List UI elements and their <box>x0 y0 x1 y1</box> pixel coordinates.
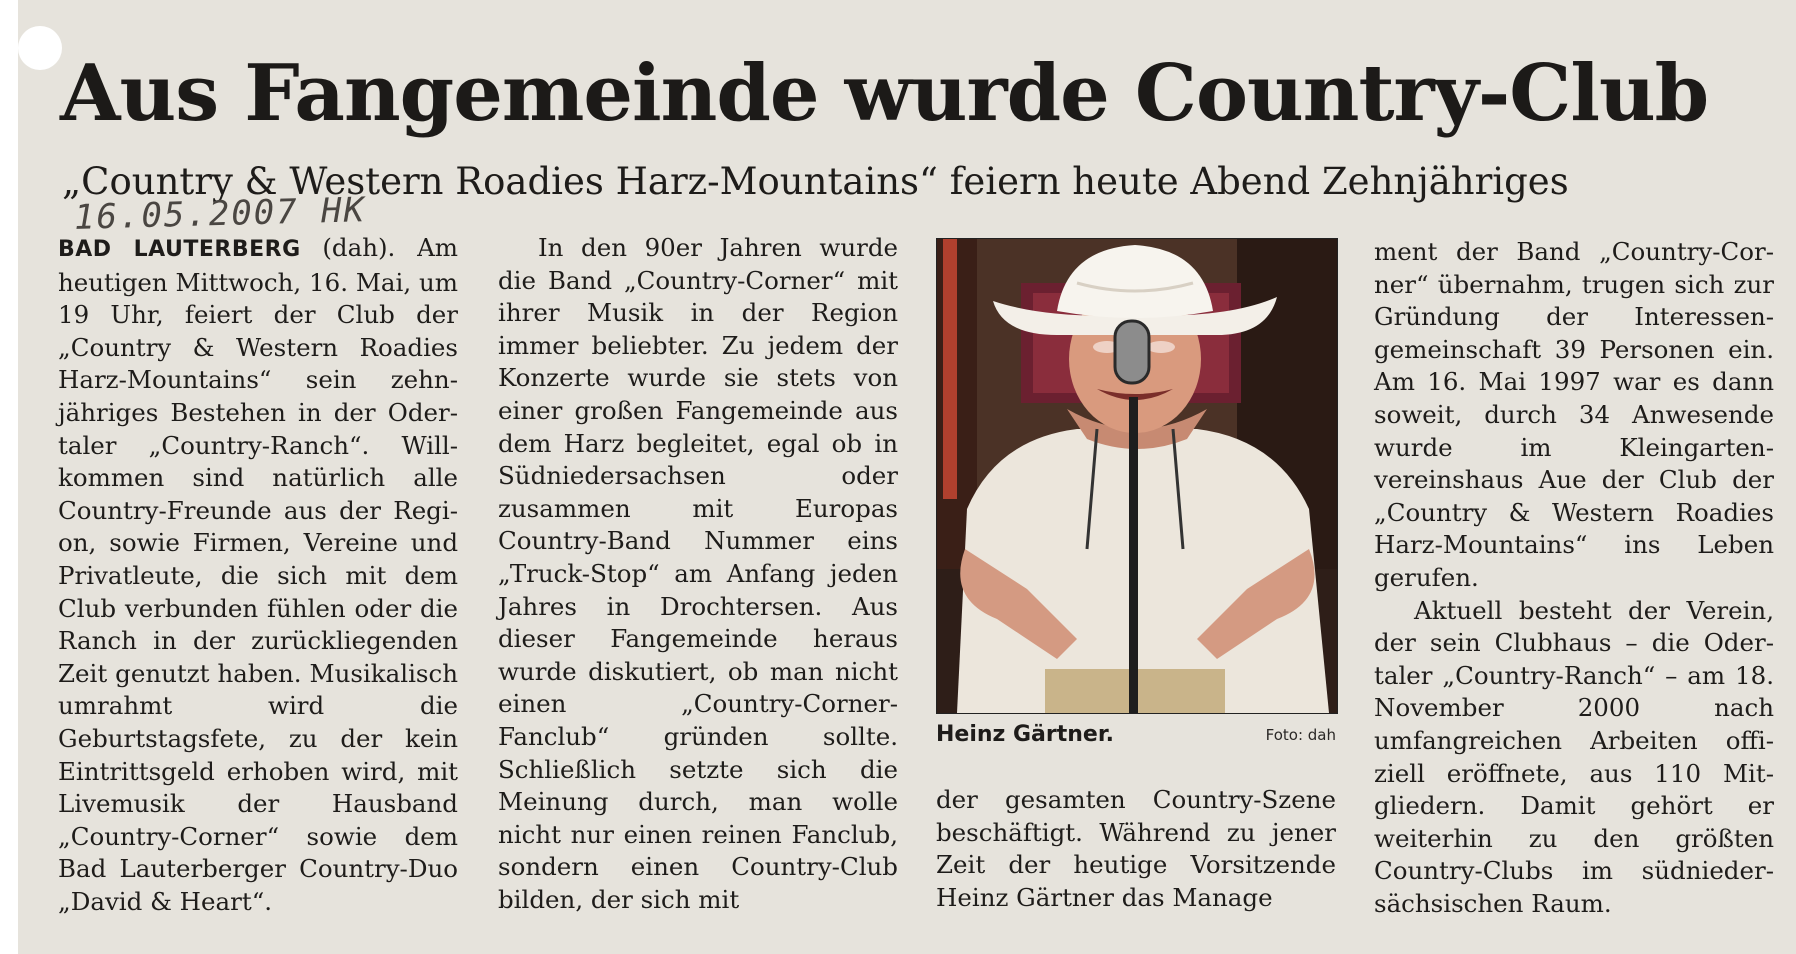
photo-credit: Foto: dah <box>1265 726 1336 744</box>
article-paragraph: Aktuell besteht der Verein, der sein Clubhaus – die Odertaler „Country-Ranch“ – am 18. November 2000 nach umfangreichen Arbeiten offiziell eröffnete, aus 110 Mitgliedern. Damit gehört er weiterhin zu den größten Country-Clubs im südniedersächsischen Raum. <box>1374 595 1774 918</box>
photo-caption: Heinz Gärtner. <box>936 722 1114 747</box>
handwritten-date-note: 16.05.2007 HK <box>73 190 367 238</box>
article-paragraph <box>58 232 458 918</box>
dateline: BAD LAUTERBERG <box>58 237 301 262</box>
article-subheadline: „Country & Western Roadies Harz-Mountains“ feiern heute Abend Zehnjähriges <box>62 160 1569 203</box>
article-column-3 <box>936 784 1336 914</box>
article-column-4 <box>1374 236 1774 920</box>
punch-hole <box>18 26 62 70</box>
article-photo <box>936 238 1338 714</box>
photo-man-with-cowboy-hat-at-microphone <box>937 239 1337 713</box>
newspaper-clipping <box>18 0 1796 954</box>
article-headline: Aus Fangemeinde wurde Country-Club <box>60 48 1709 139</box>
paragraph-text: (dah). Am heutigen Mittwoch, 16. Mai, um 19 Uhr, feiert der Club der „Country & Western Roadies Harz-Mountains“ sein zehnjähriges Bestehen in der Odertaler „Country-Ranch“. Willkommen sind natürlich alle Country-Freunde aus der Region, sowie Firmen, Vereine und Privatleute, die sich mit dem Club verbunden fühlen oder die Ranch in der zurückliegenden Zeit genutzt haben. Musikalisch umrahmt wird die Geburtstagsfete, zu der kein Eintrittsgeld erhoben wird, mit Livemusik der Hausband „Country-Corner“ sowie dem Bad Lauterberger Country-Duo „David & Heart“. <box>58 233 458 916</box>
article-paragraph: der gesamten Country-Szene beschäftigt. Während zu jener Zeit der heutige Vorsitzende Heinz Gärtner das Manage <box>936 785 1336 912</box>
article-paragraph: ment der Band „Country-Corner“ übernahm, trugen sich zur Gründung der Interessengemeinschaft 39 Personen ein. Am 16. Mai 1997 war es dann soweit, durch 34 Anwesende wurde im Kleingartenvereinshaus Aue der Club der „Country & Western Roadies Harz-Mountains“ ins Leben gerufen. <box>1374 237 1774 592</box>
article-column-1 <box>58 232 458 918</box>
article-column-2 <box>498 232 898 916</box>
photo-caption-row <box>936 722 1336 752</box>
article-paragraph: In den 90er Jahren wurde die Band „Country-Corner“ mit ihrer Musik in der Region immer beliebter. Zu jedem der Konzerte wurde sie stets von einer großen Fangemeinde aus dem Harz begleitet, egal ob in Südniedersachsen oder zusammen mit Europas Country-Band Nummer eins „Truck-Stop“ am Anfang jeden Jahres in Drochtersen. Aus dieser Fangemeinde heraus wurde diskutiert, ob man nicht einen „Country-Corner-Fanclub“ gründen sollte. Schließlich setzte sich die Meinung durch, man wolle nicht nur einen reinen Fanclub, sondern einen Country-Club bilden, der sich mit <box>498 233 898 914</box>
